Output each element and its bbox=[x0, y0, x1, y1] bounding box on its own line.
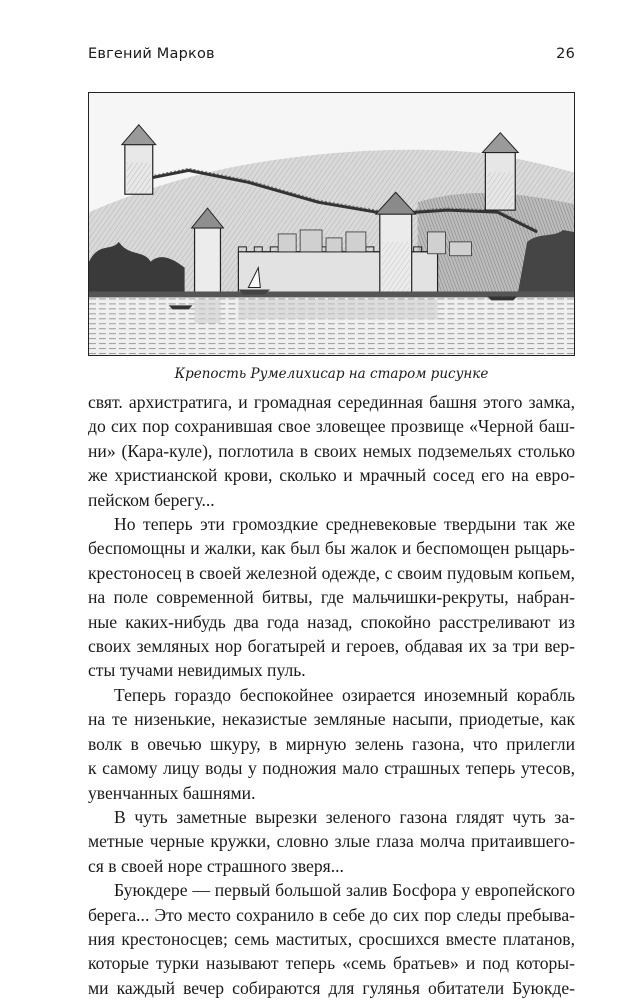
text-line: увенчанных башнями. bbox=[88, 782, 256, 803]
text-line: ся в своей норе страшного зверя... bbox=[88, 855, 344, 876]
fortress-engraving bbox=[89, 93, 574, 355]
text-line: берега... Это место сохранило в себе до сих пор следы пребыва- bbox=[88, 904, 575, 925]
text-line: своих земляных нор богатырей и героев, обдавая их за три вер- bbox=[88, 636, 575, 657]
page-number: 26 bbox=[556, 46, 575, 62]
paragraph-4 bbox=[88, 805, 575, 878]
text-line: Теперь гораздо беспокойнее озирается иноземный корабль bbox=[114, 684, 575, 705]
paragraph-1 bbox=[88, 390, 575, 512]
paragraph-5 bbox=[88, 878, 575, 1000]
body-text bbox=[88, 390, 575, 1000]
text-line: сты тучами невидимых пуль. bbox=[88, 660, 306, 681]
text-line: которые турки называют теперь «семь братьев» и под которы- bbox=[88, 953, 575, 974]
text-line: же христианской крови, сколько и мрачный сосед его на евро- bbox=[88, 465, 575, 486]
fortress-illustration bbox=[88, 92, 575, 356]
text-line: Буюкдере — первый большой залив Босфора у европейского bbox=[114, 880, 575, 901]
text-line: ни» (Кара-куле), поглотила в своих немых подземельях столько bbox=[88, 440, 575, 461]
text-line: ные каких-нибудь два года назад, спокойно расстреливают из bbox=[88, 611, 575, 632]
text-line: на поле современной битвы, где мальчишки-рекруты, набран- bbox=[88, 587, 575, 608]
text-line: ми каждый вечер собираются для гулянья обитатели Буюкде- bbox=[88, 977, 575, 998]
text-line: пейском берегу... bbox=[88, 489, 215, 510]
text-line: крестоносец в своей железной одежде, с своим пудовым копьем, bbox=[88, 562, 575, 583]
text-line: волк в овечью шкуру, в мирную зелень газона, что прилегли bbox=[88, 733, 575, 754]
author-name: Евгений Марков bbox=[88, 46, 215, 62]
text-line: к самому лицу воды у подножия мало страшных теперь утесов, bbox=[88, 758, 575, 779]
text-line: на те низенькие, неказистые земляные насыпи, приодетые, как bbox=[88, 709, 575, 730]
paragraph-2 bbox=[88, 512, 575, 683]
paragraph-3 bbox=[88, 683, 575, 805]
text-line: В чуть заметные вырезки зеленого газона глядят чуть за- bbox=[114, 806, 575, 827]
text-line: ния крестоносцев; семь маститых, сросшихся вместе платанов, bbox=[88, 928, 575, 949]
text-line: свят. архистратига, и громадная серединная башня этого замка, bbox=[88, 392, 575, 412]
figure-caption: Крепость Румелихисар на старом рисунке bbox=[174, 366, 489, 382]
text-line: метные черные кружки, словно злые глаза молча притаившего- bbox=[88, 831, 575, 852]
text-line: до сих пор сохранившая свое зловещее прозвище «Черной баш- bbox=[88, 416, 575, 437]
text-line: беспомощны и жалки, как был бы жалок и беспомощен рыцарь- bbox=[88, 538, 575, 559]
text-line: Но теперь эти громоздкие средневековые твердыни так же bbox=[114, 514, 575, 535]
running-head bbox=[88, 46, 575, 62]
